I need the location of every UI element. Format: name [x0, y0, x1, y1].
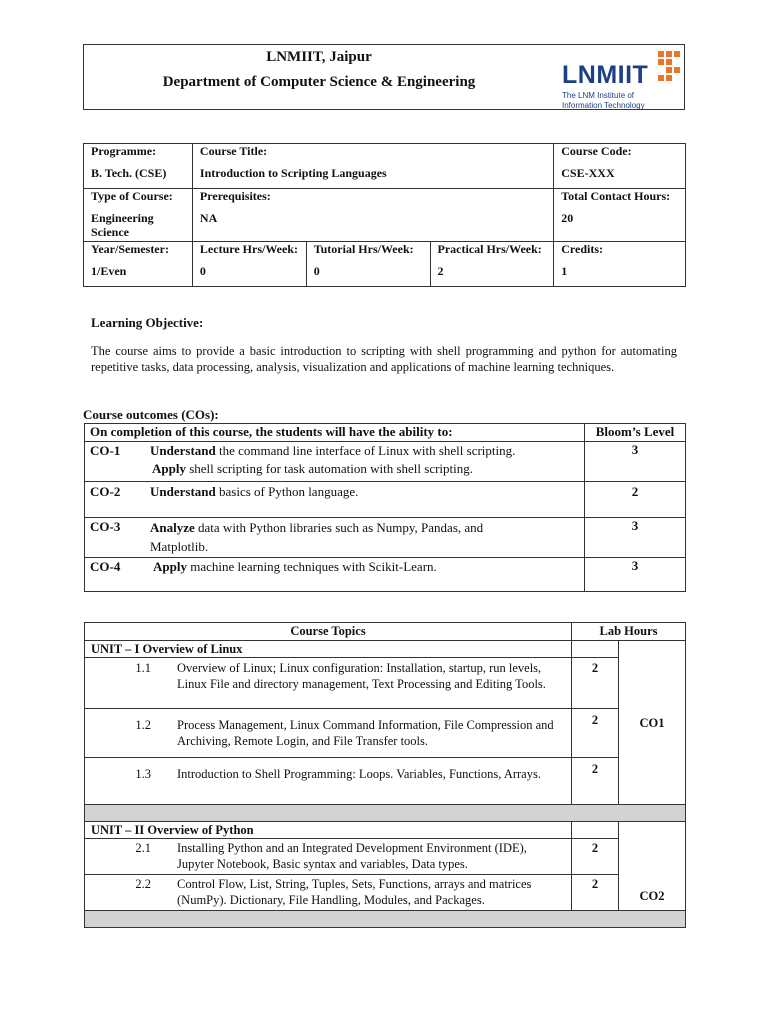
logo-subtitle-line1: The LNM Institute of	[562, 91, 635, 100]
unit-hours	[572, 822, 619, 839]
info-row	[84, 211, 686, 242]
programme-value: B. Tech. (CSE)	[84, 166, 193, 189]
tutorial-label: Tutorial Hrs/Week:	[306, 242, 430, 265]
co-text: shell scripting for task automation with shell scripting.	[185, 461, 474, 476]
prereq-label: Prerequisites:	[192, 189, 553, 212]
unit-title: UNIT – II Overview of Python	[85, 822, 572, 839]
topic-hours: 2	[572, 658, 619, 709]
co-description	[145, 558, 585, 592]
co-id: CO-1	[85, 442, 146, 482]
prereq-value: NA	[192, 211, 553, 242]
course-info-table	[83, 143, 686, 287]
document-header	[83, 44, 685, 110]
contact-hours-value: 20	[554, 211, 686, 242]
course-title-label: Course Title:	[192, 144, 553, 167]
institute-name: LNMIIT, Jaipur	[266, 49, 372, 65]
credits-value: 1	[554, 264, 686, 287]
co-id: CO-4	[85, 558, 146, 592]
type-value-line1: Engineering	[91, 211, 154, 225]
info-row	[84, 166, 686, 189]
logo-wordmark: LNMIIT	[562, 61, 649, 89]
co-description	[145, 442, 585, 482]
topic-text: Installing Python and an Integrated Development Environment (IDE), Jupyter Notebook, Basic syntax and variables, Data types.	[171, 839, 572, 875]
year-value: 1/Even	[84, 264, 193, 287]
year-label: Year/Semester:	[84, 242, 193, 265]
co-verb: Apply	[153, 559, 187, 574]
department-name: Department of Computer Science & Engineering	[162, 74, 476, 90]
course-outcomes-heading: Course outcomes (COs):	[83, 407, 219, 422]
topic-text: Control Flow, List, String, Tuples, Sets, Functions, arrays and matrices (NumPy). Dictionary, File Handling, Modules, and Packages.	[171, 875, 572, 911]
table-row	[85, 518, 686, 558]
table-row	[85, 482, 686, 518]
co-id: CO-3	[85, 518, 146, 558]
credits-label: Credits:	[554, 242, 686, 265]
co-description	[145, 518, 585, 558]
co-level: 3	[585, 518, 686, 558]
unit-co: CO2	[619, 822, 686, 911]
practical-value: 2	[430, 264, 554, 287]
lnmiit-logo	[562, 51, 680, 110]
learning-objective-heading: Learning Objective:	[91, 315, 204, 330]
co-description	[145, 482, 585, 518]
co-text: the command line interface of Linux with shell scripting.	[215, 443, 516, 458]
type-value	[84, 211, 193, 242]
course-outcomes-table	[84, 423, 686, 592]
co-level: 2	[585, 482, 686, 518]
blooms-level-header: Bloom’s Level	[585, 424, 686, 442]
table-row	[85, 442, 686, 482]
learning-objective-text: The course aims to provide a basic introduction to scripting with shell programming and python for automating repetitive tasks, data processing, analysis, visualization and applications of machine learning techniques.	[91, 344, 677, 374]
topic-hours: 2	[572, 758, 619, 805]
unit-co: CO1	[619, 641, 686, 805]
topic-number: 1.1	[85, 658, 172, 709]
logo-subtitle-line2: Information Technology	[562, 101, 645, 110]
info-row	[84, 189, 686, 212]
separator-cell	[85, 911, 686, 928]
separator-row	[85, 911, 686, 928]
topic-hours: 2	[572, 875, 619, 911]
topic-number: 2.1	[85, 839, 172, 875]
topic-text: Introduction to Shell Programming: Loops. Variables, Functions, Arrays.	[171, 758, 572, 805]
table-row	[85, 658, 686, 709]
info-row	[84, 144, 686, 167]
separator-row	[85, 805, 686, 822]
practical-label: Practical Hrs/Week:	[430, 242, 554, 265]
lecture-label: Lecture Hrs/Week:	[192, 242, 306, 265]
tutorial-value: 0	[306, 264, 430, 287]
co-id: CO-2	[85, 482, 146, 518]
unit-row	[85, 822, 686, 839]
logo-squares-icon	[658, 51, 682, 83]
table-row	[85, 758, 686, 805]
co-verb: Understand	[150, 443, 216, 458]
programme-label: Programme:	[84, 144, 193, 167]
topic-number: 2.2	[85, 875, 172, 911]
co-text: basics of Python language.	[215, 484, 359, 499]
topic-hours: 2	[572, 709, 619, 758]
course-title-value: Introduction to Scripting Languages	[192, 166, 553, 189]
co-verb: Apply	[152, 461, 186, 476]
info-row	[84, 264, 686, 287]
co-description-header: On completion of this course, the students will have the ability to:	[85, 424, 585, 442]
co-header-row	[85, 424, 686, 442]
contact-hours-label: Total Contact Hours:	[554, 189, 686, 212]
lecture-value: 0	[192, 264, 306, 287]
co-verb: Understand	[150, 484, 216, 499]
type-value-line2: Science	[91, 225, 129, 239]
table-row	[85, 839, 686, 875]
topics-header-row	[85, 623, 686, 641]
table-row	[85, 709, 686, 758]
topic-hours: 2	[572, 839, 619, 875]
co-text: machine learning techniques with Scikit-Learn.	[186, 559, 437, 574]
unit-title: UNIT – I Overview of Linux	[85, 641, 572, 658]
course-topics-table	[84, 622, 686, 928]
topic-text: Process Management, Linux Command Information, File Compression and Archiving, Remote Login, and File Transfer tools.	[171, 709, 572, 758]
course-code-label: Course Code:	[554, 144, 686, 167]
header-text-block	[84, 45, 554, 109]
unit-row	[85, 641, 686, 658]
co-level: 3	[585, 558, 686, 592]
table-row	[85, 558, 686, 592]
separator-cell	[85, 805, 686, 822]
topic-number: 1.3	[85, 758, 172, 805]
course-topics-header: Course Topics	[85, 623, 572, 641]
info-row	[84, 242, 686, 265]
co-line	[150, 442, 579, 460]
co-line	[150, 460, 579, 478]
type-label: Type of Course:	[84, 189, 193, 212]
co-verb: Analyze	[150, 520, 195, 535]
table-row	[85, 875, 686, 911]
course-code-value: CSE-XXX	[554, 166, 686, 189]
lab-hours-header: Lab Hours	[572, 623, 686, 641]
topic-text: Overview of Linux; Linux configuration: Installation, startup, run levels, Linux File and directory management, Text Processing and Editing Tools.	[171, 658, 572, 709]
topic-number: 1.2	[85, 709, 172, 758]
co-level: 3	[585, 442, 686, 482]
co-text: data with Python libraries such as Numpy, Pandas, and Matplotlib.	[150, 520, 484, 554]
unit-hours	[572, 641, 619, 658]
